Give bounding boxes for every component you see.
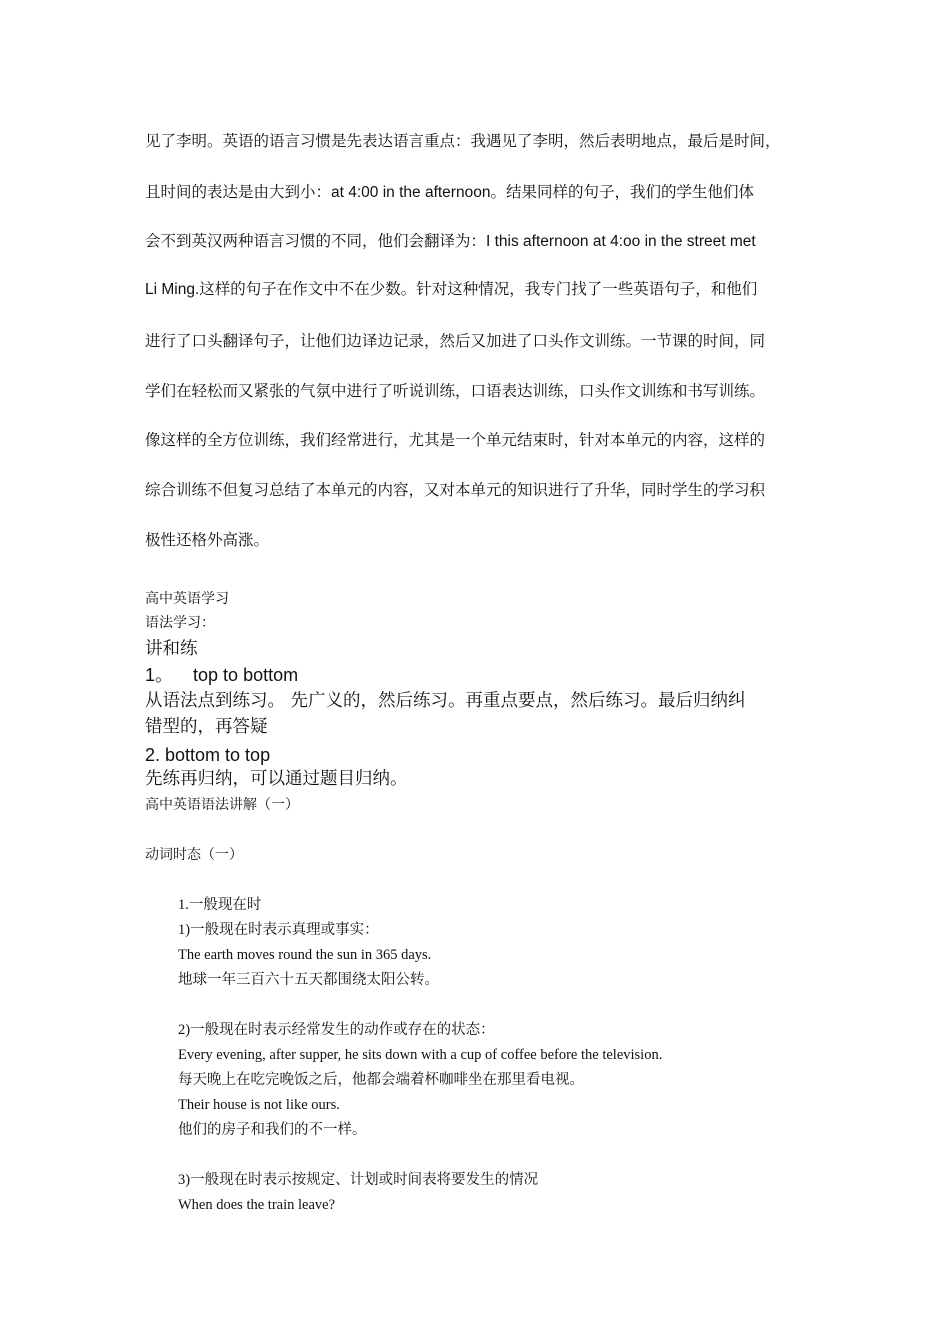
item-1-desc-line-1: 从语法点到练习。 先广义的，然后练习。再重点要点，然后练习。最后归纳纠 (145, 691, 746, 711)
text-en: I this afternoon at 4:oo in the street met (486, 233, 756, 250)
text-cn: 进行了口头翻译句子，让他们边译边记录，然后又加进了口头作文训练。一节课的时间，同 (145, 332, 766, 350)
example-1-en: The earth moves round the sun in 365 days. (178, 947, 432, 963)
example-3-cn: 他们的房子和我们的不一样。 (178, 1122, 367, 1138)
text-cn: 这样的句子在作文中不在少数。针对这种情况，我专门找了一些英语句子，和他们 (199, 280, 758, 298)
item-2-desc: 先练再归纳，可以通过题目归纳。 (145, 769, 408, 789)
paragraph-line-8 (145, 479, 807, 501)
item-1-desc-line-2: 错型的，再答疑 (145, 717, 268, 737)
practice-label: 讲和练 (145, 639, 198, 659)
example-1-cn: 地球一年三百六十五天都围绕太阳公转。 (178, 972, 439, 988)
example-2-en: Every evening, after supper, he sits down with a cup of coffee before the television. (178, 1047, 663, 1063)
item-2-heading: 2. bottom to top (145, 745, 271, 765)
paragraph-line-3 (145, 230, 807, 253)
item-1-number: 1。 (145, 665, 174, 685)
paragraph-line-4 (145, 278, 807, 301)
text-cn: 极性还格外高涨。 (145, 531, 270, 549)
example-4-en: When does the train leave? (178, 1197, 336, 1213)
item-1-title: top to bottom (193, 665, 299, 685)
example-2-cn: 每天晚上在吃完晚饭之后，他都会端着杯咖啡坐在那里看电视。 (178, 1072, 584, 1088)
text-cn: 学们在轻松而又紧张的气氛中进行了听说训练，口语表达训练，口头作文训练和书写训练。 (145, 382, 766, 400)
lecture-title: 高中英语语法讲解（一） (145, 797, 299, 813)
rule-2: 2)一般现在时表示经常发生的动作或存在的状态： (178, 1022, 495, 1038)
rule-3: 3)一般现在时表示按规定、计划或时间表将要发生的情况 (178, 1172, 539, 1188)
text-en: at 4:00 in the afternoon (331, 184, 491, 201)
text-cn: 。结果同样的句子，我们的学生他们体 (490, 183, 754, 201)
tense-title: 动词时态（一） (145, 847, 243, 863)
paragraph-line-6 (145, 380, 807, 402)
paragraph-line-7 (145, 429, 807, 451)
text-cn: 综合训练不但复习总结了本单元的内容，又对本单元的知识进行了升华，同时学生的学习积 (145, 481, 766, 499)
text-cn: 见了李明。英语的语言习惯是先表达语言重点：我遇见了李明，然后表明地点，最后是时间， (145, 132, 781, 150)
rule-1: 1)一般现在时表示真理或事实： (178, 922, 379, 938)
present-simple-heading: 1.一般现在时 (178, 897, 262, 913)
text-cn: 且时间的表达是由大到小： (145, 183, 332, 201)
paragraph-line-5 (145, 330, 807, 352)
text-cn: 像这样的全方位训练，我们经常进行，尤其是一个单元结束时，针对本单元的内容，这样的 (145, 431, 766, 449)
paragraph-line-9 (145, 529, 807, 551)
grammar-label: 语法学习： (145, 615, 215, 631)
paragraph-line-2 (145, 181, 807, 204)
text-en: Li Ming. (145, 281, 200, 298)
text-cn: 会不到英汉两种语言习惯的不同，他们会翻译为： (145, 232, 487, 250)
item-1-heading (145, 663, 298, 687)
paragraph-line-1 (145, 130, 807, 152)
section-title: 高中英语学习 (145, 591, 229, 607)
example-3-en: Their house is not like ours. (178, 1097, 340, 1113)
